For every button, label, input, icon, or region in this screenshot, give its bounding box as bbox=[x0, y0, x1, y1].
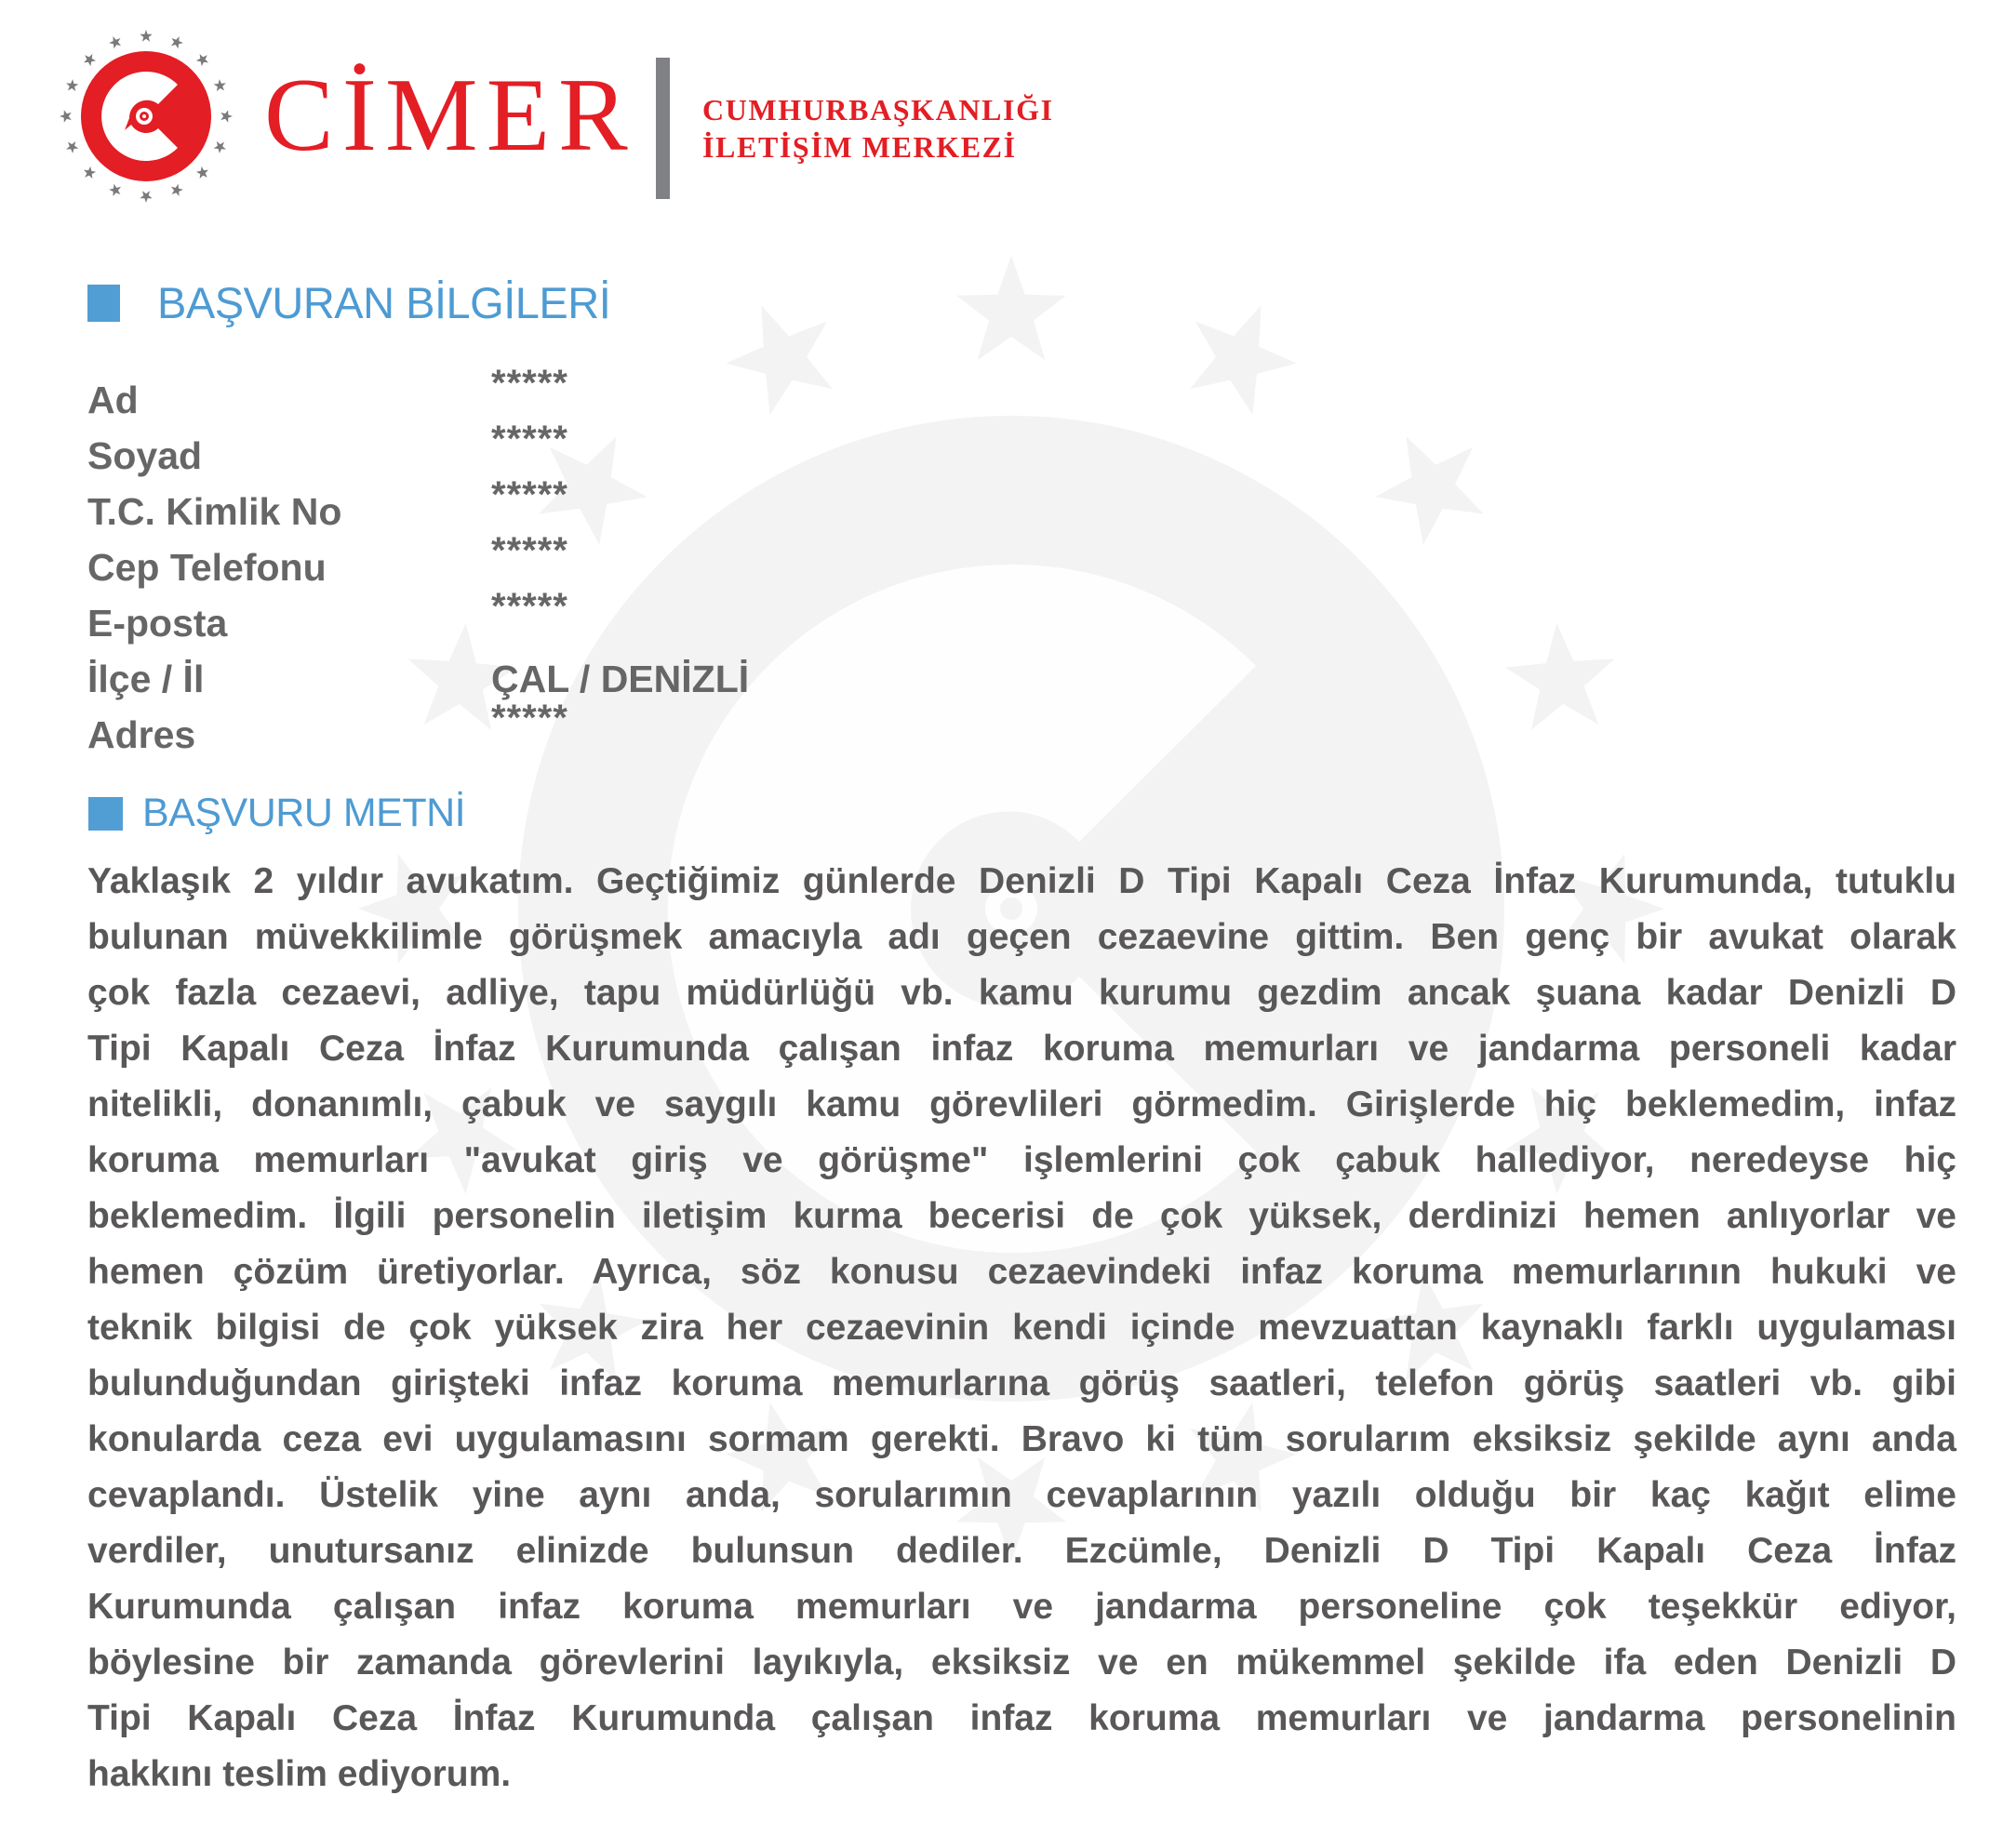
section-title: BAŞVURAN BİLGİLERİ bbox=[157, 278, 611, 327]
text-line: nitelikli, donanımlı, çabuk ve saygılı kamu görevlileri görmedim. Girişlerde hiç beklemedim, infaz bbox=[87, 1084, 1956, 1124]
watermark-star-icon bbox=[1375, 436, 1484, 545]
watermark-star-icon bbox=[1505, 623, 1615, 730]
text-line: böylesine bir zamanda görevlerini layıkıyla, eksiksiz ve en mükemmel şekilde ifa eden Denizli D bbox=[87, 1642, 1956, 1682]
info-value: ***** bbox=[491, 530, 568, 571]
section-title: BAŞVURU METNİ bbox=[142, 791, 466, 835]
logo-star-icon bbox=[196, 54, 208, 66]
text-line: Tipi Kapalı Ceza İnfaz Kurumunda çalışan infaz koruma memurları ve jandarma personeli kadar bbox=[87, 1029, 1956, 1069]
section-marker-icon bbox=[87, 285, 120, 322]
logo-star-icon bbox=[140, 191, 152, 203]
text-line: bulunduğundan girişteki infaz koruma memurlarına görüş saatleri, telefon görüş saatleri vb. gibi bbox=[87, 1363, 1956, 1403]
text-line: cevaplandı. Üstelik yine aynı anda, sorularımın cevaplarının yazılı olduğu bir kaç kağıt elime bbox=[87, 1475, 1956, 1515]
text-line: Kurumunda çalışan infaz koruma memurları ve jandarma personeline çok teşekkür ediyor, bbox=[87, 1587, 1956, 1627]
info-label: E-posta bbox=[87, 602, 228, 645]
info-value: ***** bbox=[491, 698, 568, 738]
applicant-info-heading bbox=[87, 277, 610, 328]
info-label: İlçe / İl bbox=[87, 658, 205, 700]
text-line: koruma memurları "avukat giriş ve görüşme" işlemlerini çok çabuk hallediyor, neredeyse hiç bbox=[87, 1140, 1956, 1180]
logo-star-icon bbox=[84, 54, 96, 66]
info-value: ***** bbox=[491, 586, 568, 627]
logo-star-icon bbox=[84, 166, 96, 179]
text-line: Yaklaşık 2 yıldır avukatım. Geçtiğimiz günlerde Denizli D Tipi Kapalı Ceza İnfaz Kurumunda, tutuklu bbox=[87, 861, 1956, 901]
logo-star-icon bbox=[214, 79, 226, 91]
text-line: hemen çözüm üretiyorlar. Ayrıca, söz konusu cezaevindeki infaz koruma memurlarının hukuki ve bbox=[87, 1252, 1956, 1292]
text-line: beklemedim. İlgili personelin iletişim kurma becerisi de çok yüksek, derdinizi hemen anlıyorlar ve bbox=[87, 1196, 1956, 1236]
logo-star-icon bbox=[140, 30, 152, 42]
text-line: konularda ceza evi uygulamasını sormam gerekti. Bravo ki tüm sorularım eksiksiz şekilde aynı anda bbox=[87, 1419, 1956, 1459]
logo-subtitle-line1: CUMHURBAŞKANLIĞI bbox=[702, 93, 1054, 126]
logo-star-icon bbox=[220, 110, 233, 122]
logo-star-icon bbox=[171, 184, 183, 196]
logo-star-icon bbox=[214, 141, 226, 153]
cimer-emblem-icon bbox=[58, 28, 234, 205]
logo-star-icon bbox=[196, 166, 208, 179]
watermark-star-icon bbox=[956, 256, 1066, 360]
logo-star-icon bbox=[60, 110, 72, 122]
text-line: verdiler, unutursanız elinizde bulunsun dediler. Ezcümle, Denizli D Tipi Kapalı Ceza İnfaz bbox=[87, 1531, 1956, 1571]
info-value: ***** bbox=[491, 419, 568, 459]
logo-wordmark: CİMER bbox=[264, 58, 636, 173]
info-label: Cep Telefonu bbox=[87, 546, 327, 589]
info-label: T.C. Kimlik No bbox=[87, 490, 342, 533]
info-value: ÇAL / DENİZLİ bbox=[491, 658, 750, 700]
info-label: Soyad bbox=[87, 434, 203, 477]
watermark-star-icon bbox=[1190, 305, 1297, 415]
text-line: teknik bilgisi de çok yüksek zira her cezaevinin kendi içinde mevzuattan kaynaklı farklı uygulaması bbox=[87, 1308, 1956, 1348]
logo-star-icon bbox=[109, 184, 121, 196]
info-value: ***** bbox=[491, 474, 568, 515]
application-text-heading bbox=[88, 791, 465, 836]
logo-divider bbox=[656, 58, 670, 199]
logo-star-icon bbox=[66, 141, 78, 153]
logo-star-icon bbox=[66, 79, 78, 91]
info-label: Adres bbox=[87, 713, 196, 756]
logo-subtitle-line2: İLETİŞİM MERKEZİ bbox=[702, 130, 1017, 164]
logo-star-icon bbox=[171, 36, 183, 48]
text-line: Tipi Kapalı Ceza İnfaz Kurumunda çalışan infaz koruma memurları ve jandarma personelinin bbox=[87, 1698, 1956, 1738]
text-line: çok fazla cezaevi, adliye, tapu müdürlüğü vb. kamu kurumu gezdim ancak şuana kadar Denizli D bbox=[87, 973, 1956, 1013]
logo-star-icon bbox=[109, 36, 121, 48]
text-line: hakkını teslim ediyorum. bbox=[87, 1754, 512, 1794]
application-text bbox=[87, 854, 1956, 1802]
section-marker-icon bbox=[88, 797, 123, 831]
info-value: ***** bbox=[491, 363, 568, 404]
text-line: bulunan müvekkilimle görüşmek amacıyla adı geçen cezaevine gittim. Ben genç bir avukat olarak bbox=[87, 917, 1956, 957]
watermark-star-icon bbox=[726, 305, 833, 415]
info-label: Ad bbox=[87, 379, 139, 421]
